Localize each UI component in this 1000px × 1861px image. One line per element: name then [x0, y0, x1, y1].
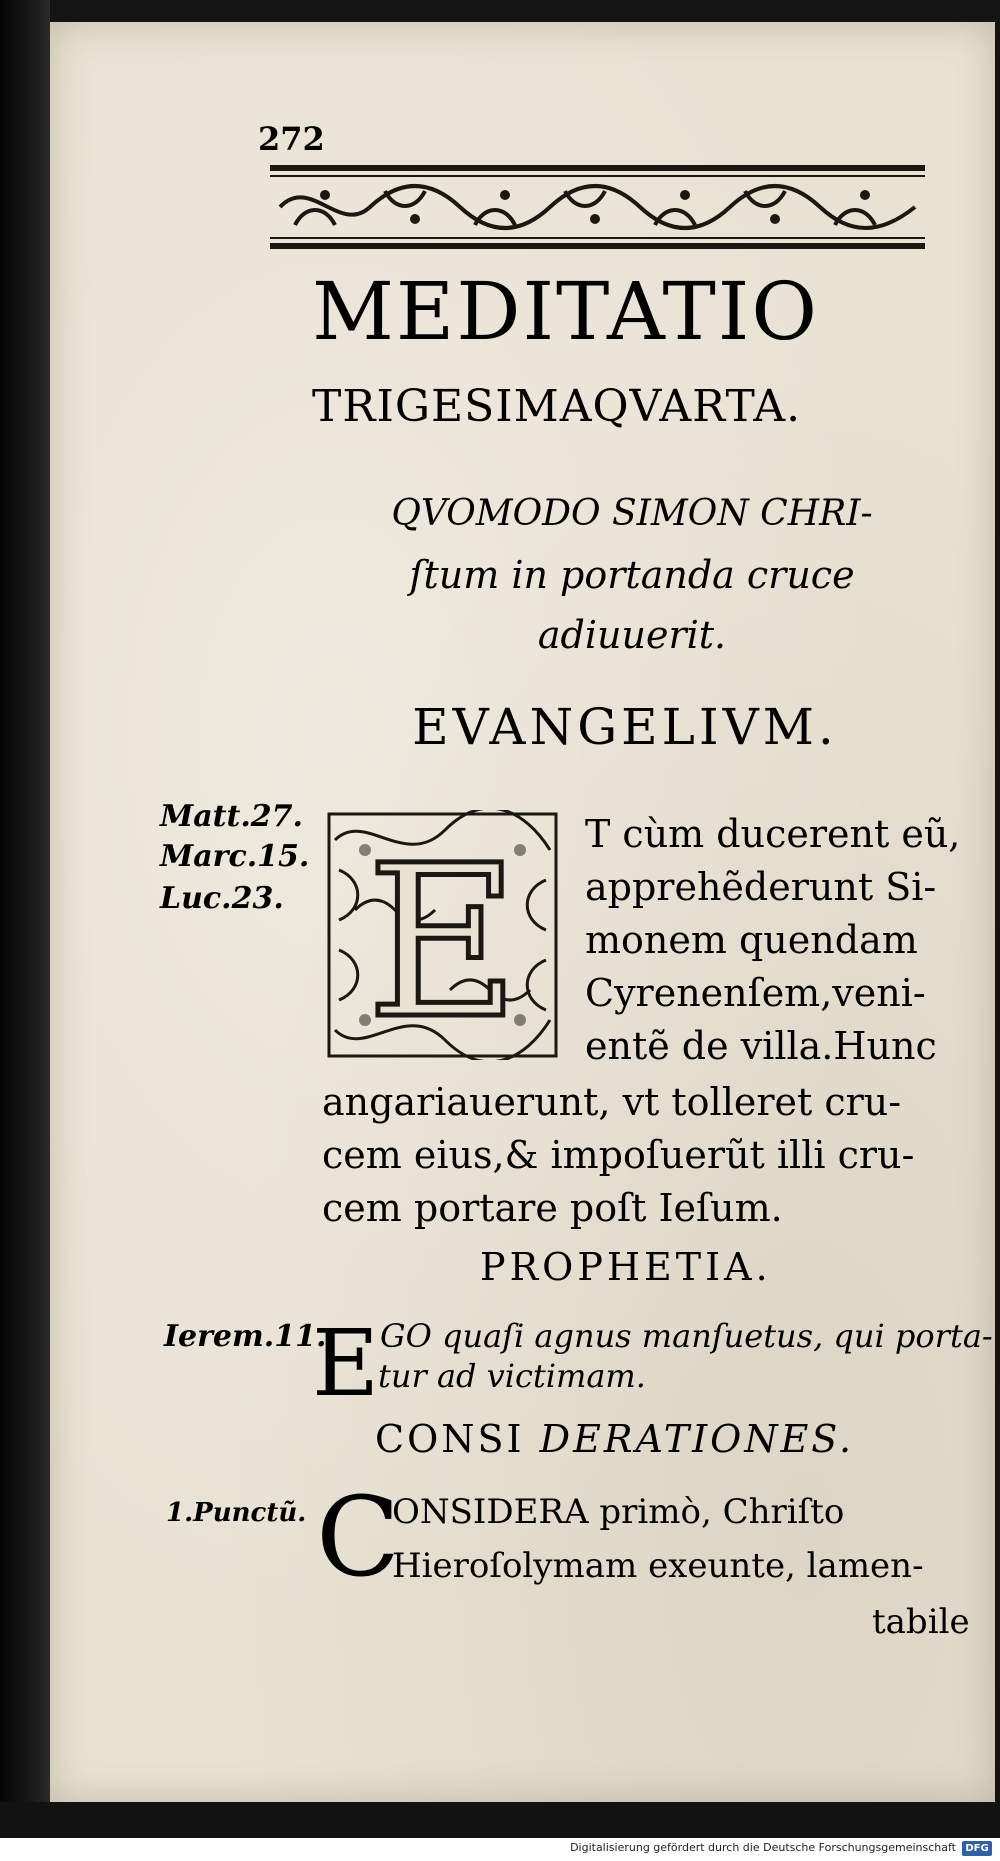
gospel-line-8: cem portare poſt Ieſum.	[322, 1186, 783, 1230]
chapter-heading-line-2: ſtum in portanda cruce	[409, 553, 855, 597]
margin-ref-luke: Luc.23.	[160, 881, 284, 916]
gospel-line-2: apprehẽderunt Si-	[585, 865, 937, 909]
prophetia-line-2: tur ad victimam.	[378, 1357, 646, 1395]
dfg-logo: DFG	[962, 1841, 992, 1856]
initial-letter: E	[366, 820, 520, 1060]
margin-ref-matthew: Matt.27.	[160, 799, 303, 834]
footer-credit: Digitalisierung gefördert durch die Deutsche Forschungsgemeinschaft	[570, 1841, 956, 1854]
gospel-line-4: Cyrenenſem,veni-	[585, 971, 926, 1015]
chapter-heading-line-3: adiuuerit.	[537, 613, 727, 657]
gospel-line-5: entẽ de villa.Hunc	[585, 1024, 937, 1068]
book-spine-shadow	[0, 0, 50, 1861]
gospel-line-3: monem quendam	[585, 918, 918, 962]
considerationes-heading-part-1: CONSI	[375, 1417, 525, 1461]
ornamental-headpiece	[270, 165, 925, 249]
gospel-line-7: cem eius,& impoſuerũt illi cru-	[322, 1133, 915, 1177]
page-number: 272	[258, 120, 325, 158]
decorated-initial-e	[325, 810, 560, 1060]
meditation-subtitle: TRIGESIMAQVARTA.	[312, 381, 802, 432]
margin-ref-mark: Marc.15.	[160, 839, 310, 874]
margin-ref-punctum: 1.Punctũ.	[166, 1498, 307, 1528]
scan-bottom-edge	[0, 1802, 1000, 1838]
digitization-footer	[0, 1838, 1000, 1861]
prophetia-heading: PROPHETIA.	[480, 1245, 772, 1289]
prophetia-line-1: GO quaſi agnus manſuetus, qui porta-	[380, 1317, 993, 1355]
prophetia-initial: E	[312, 1310, 380, 1417]
gospel-line-6: angariauerunt, vt tolleret cru-	[322, 1080, 902, 1124]
consider-line-3: tabile	[872, 1602, 970, 1642]
margin-ref-jeremiah: Ierem.11.	[164, 1319, 327, 1354]
considerationes-heading	[375, 1417, 855, 1461]
chapter-heading-line-1: QVOMODO SIMON CHRI-	[391, 493, 873, 534]
gospel-line-1: T cùm ducerent eũ,	[585, 812, 961, 856]
consider-initial: C	[316, 1473, 401, 1601]
consider-line-1: ONSIDERA primò, Chriſto	[392, 1492, 845, 1532]
consider-line-2: Hieroſolymam exeunte, lamen-	[392, 1546, 924, 1586]
considerationes-heading-part-2: DERATIONES.	[539, 1417, 855, 1461]
evangelium-heading: EVANGELIVM.	[412, 698, 838, 756]
meditation-title: MEDITATIO	[312, 265, 819, 358]
